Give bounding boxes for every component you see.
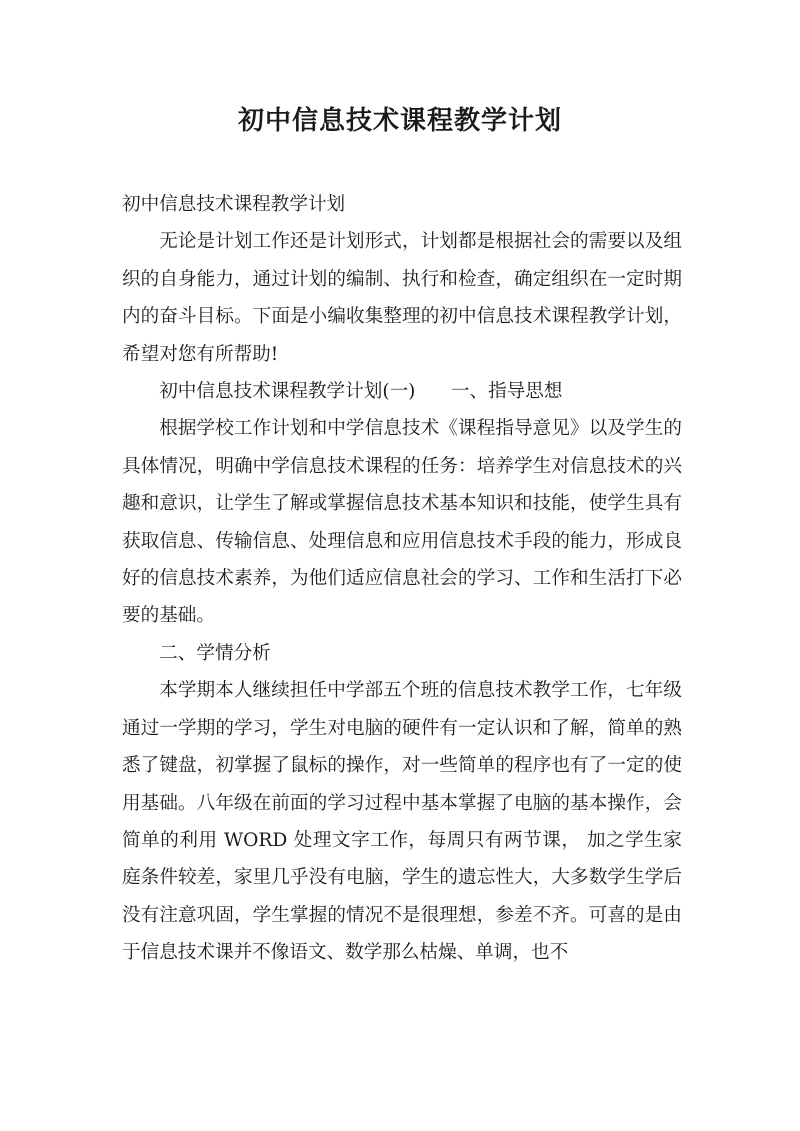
- document-body: [122, 186, 682, 972]
- subtitle-line: 初中信息技术课程教学计划: [122, 194, 346, 215]
- intro-paragraph: 无论是计划工作还是计划形式，计划都是根据社会的需要以及组织的自身能力，通过计划的编制、执行和检查，确定组织在一定时期内的奋斗目标。下面是小编收集整理的初中信息技术课程教学计划，希望对您有所帮助!: [122, 231, 682, 365]
- document-title: 初中信息技术课程教学计划: [237, 106, 562, 136]
- guiding-ideology-paragraph: 根据学校工作计划和中学信息技术《课程指导意见》以及学生的具体情况，明确中学信息技术课程的任务：培养学生对信息技术的兴趣和意识，让学生了解或掌握信息技术基本知识和技能，使学生具有获取信息、传输信息、处理信息和应用信息技术手段的能力，形成良好的信息技术素养，为他们适应信息社会的学习、工作和生活打下必要的基础。: [122, 418, 682, 627]
- section-heading-student-analysis: 二、学情分析: [159, 642, 271, 664]
- student-analysis-paragraph: 本学期本人继续担任中学部五个班的信息技术教学工作，七年级通过一学期的学习，学生对电脑的硬件有一定认识和了解，简单的熟悉了键盘，初掌握了鼠标的操作，对一些简单的程序也有了一定的使用基础。八年级在前面的学习过程中基本掌握了电脑的基本操作，会简单的利用 WORD 处理文字工作，每周只有两节课， 加之学生家庭条件较差，家里几乎没有电脑，学生的遗忘性大，大多数学生学后没有注意巩固，学生掌握的情况不是很理想，参差不齐。可喜的是由于信息技术课并不像语文、数学那么枯燥、单调，也不: [122, 680, 682, 964]
- section-heading-guiding-ideology: 初中信息技术课程教学计划(一) 一、指导思想: [159, 381, 563, 403]
